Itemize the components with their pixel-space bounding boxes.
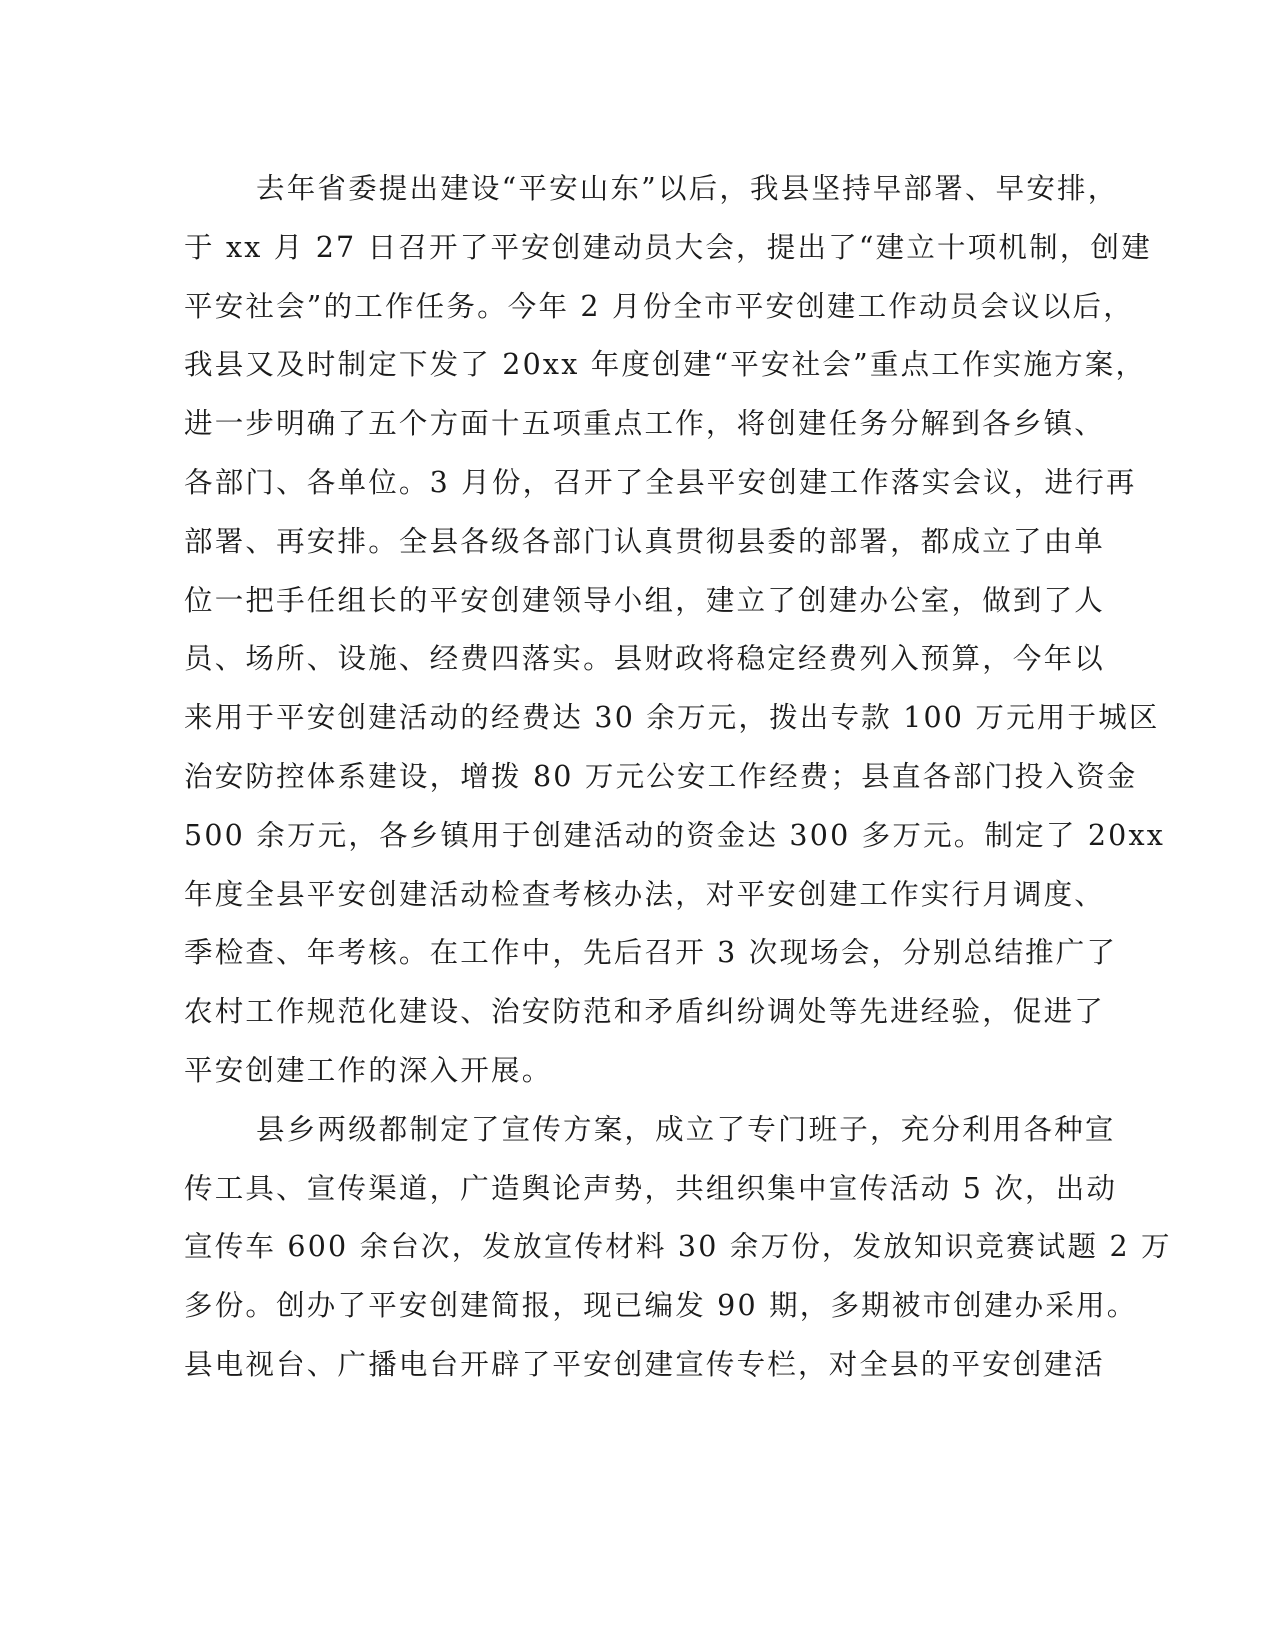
text-line: 我县又及时制定下发了 20xx 年度创建“平安社会”重点工作实施方案， [184,348,1147,382]
text-line: 去年省委提出建设“平安山东”以后，我县坚持早部署、早安排， [256,172,1119,205]
text-line: 宣传车 600 余台次，发放宣传材料 30 余万份，发放知识竞赛试题 2 万 [184,1230,1172,1264]
text-line: 县电视台、广播电台开辟了平安创建宣传专栏，对全县的平安创建活 [184,1347,1106,1381]
text-line: 员、场所、设施、经费四落实。县财政将稳定经费列入预算，今年以 [184,642,1106,676]
document-body [184,160,1172,1395]
text-line: 部署、再安排。全县各级各部门认真贯彻县委的部署，都成立了由单 [184,524,1106,558]
text-line: 500 余万元，各乡镇用于创建活动的资金达 300 多万元。制定了 20xx [184,818,1166,852]
text-line: 平安社会”的工作任务。今年 2 月份全市平安创建工作动员会议以后， [184,289,1134,323]
paragraph-2 [184,1101,1172,1395]
text-line: 传工具、宣传渠道，广造舆论声势，共组织集中宣传活动 5 次，出动 [184,1171,1118,1205]
text-line: 进一步明确了五个方面十五项重点工作，将创建任务分解到各乡镇、 [184,407,1106,441]
paragraph-1 [184,160,1166,1101]
text-line: 来用于平安创建活动的经费达 30 余万元，拨出专款 100 万元用于城区 [184,701,1160,735]
text-line: 位一把手任组长的平安创建领导小组，建立了创建办公室，做到了人 [184,583,1106,617]
text-line: 年度全县平安创建活动检查考核办法，对平安创建工作实行月调度、 [184,877,1106,911]
text-line: 各部门、各单位。3 月份，召开了全县平安创建工作落实会议，进行再 [184,465,1137,499]
text-line: 多份。创办了平安创建简报，现已编发 90 期，多期被市创建办采用。 [184,1289,1138,1323]
text-line: 平安创建工作的深入开展。 [184,1053,553,1087]
text-line: 治安防控体系建设，增拨 80 万元公安工作经费；县直各部门投入资金 [184,759,1138,793]
text-line: 于 xx 月 27 日召开了平安创建动员大会，提出了“建立十项机制，创建 [184,230,1152,264]
text-line: 农村工作规范化建设、治安防范和矛盾纠纷调处等先进经验，促进了 [184,995,1106,1029]
text-line: 县乡两级都制定了宣传方案，成立了专门班子，充分利用各种宣 [256,1112,1116,1146]
text-line: 季检查、年考核。在工作中，先后召开 3 次现场会，分别总结推广了 [184,936,1118,970]
